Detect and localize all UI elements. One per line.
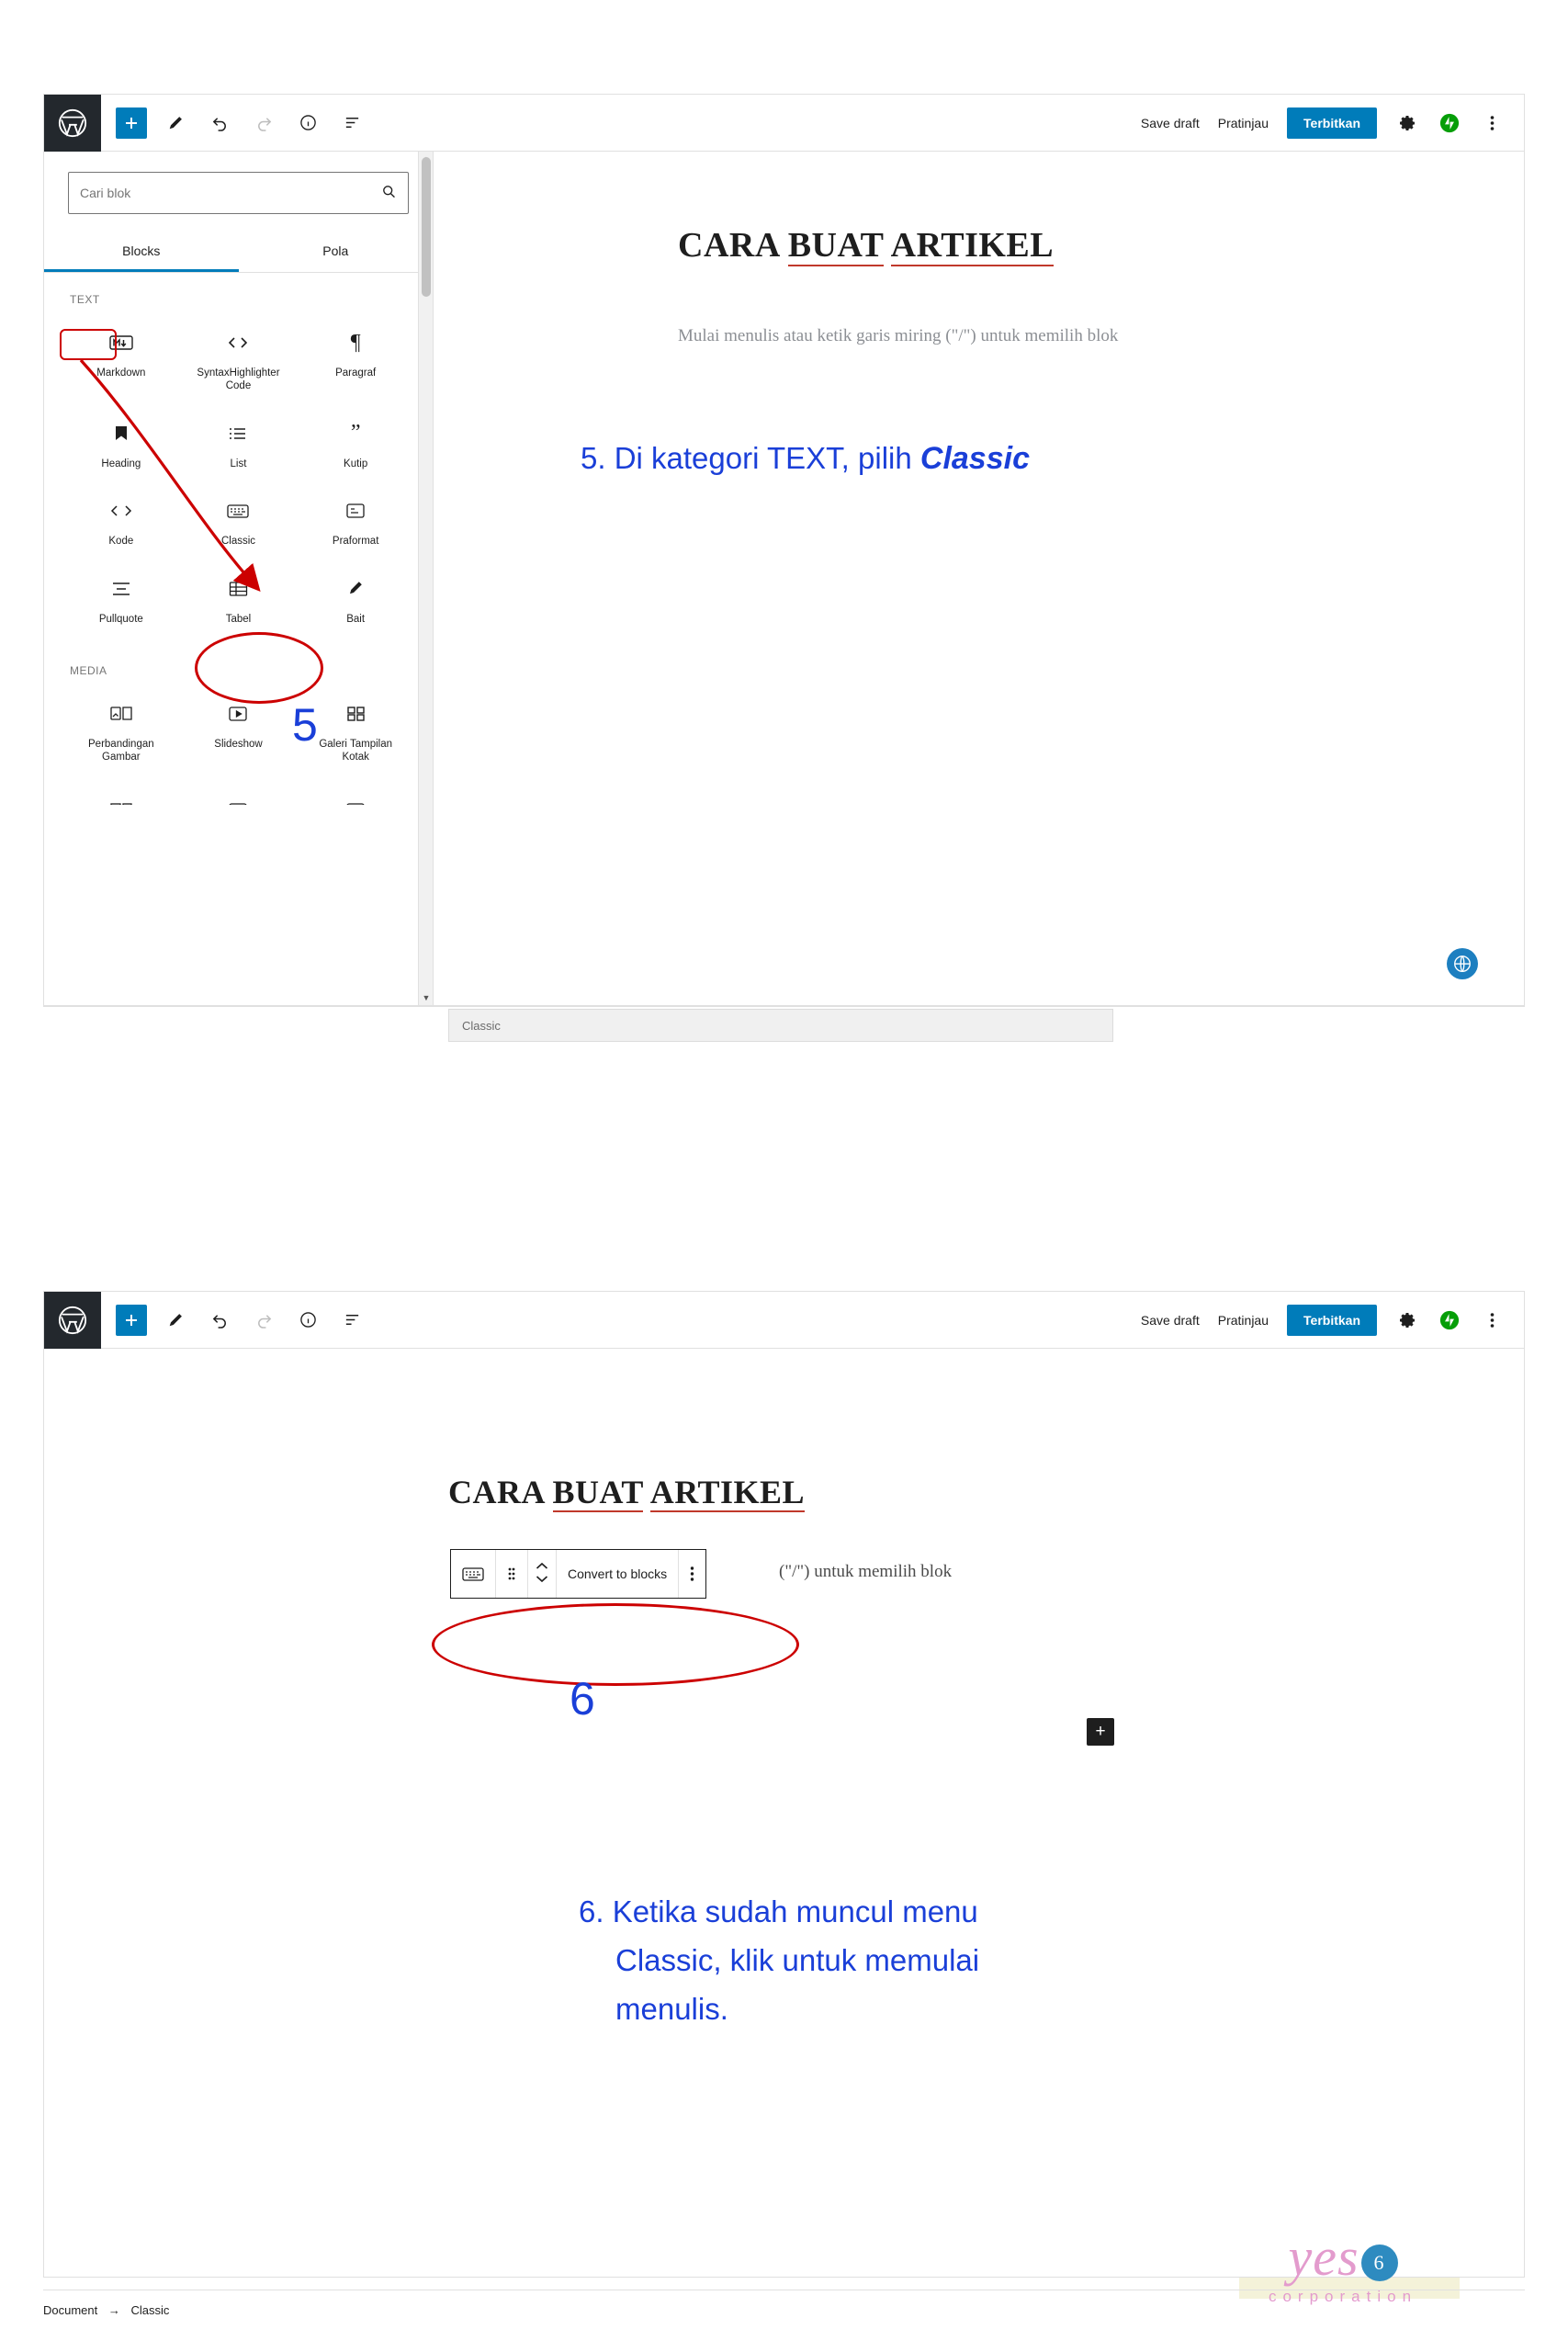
- post-canvas-1: [434, 152, 1524, 1005]
- inline-add-block-button[interactable]: +: [1087, 1718, 1114, 1746]
- block-partial-3[interactable]: [297, 783, 414, 805]
- block-label: Heading: [101, 458, 141, 469]
- convert-to-blocks-button[interactable]: Convert to blocks: [557, 1550, 679, 1598]
- info-icon[interactable]: [292, 107, 323, 139]
- title-part-1: CARA: [448, 1474, 553, 1510]
- highlight-classic-block: [195, 632, 323, 704]
- block-label: Markdown: [96, 368, 146, 379]
- block-toolbar: [450, 1549, 706, 1599]
- save-draft-button[interactable]: Save draft: [1140, 115, 1200, 130]
- editor-body-2: [44, 1349, 1524, 2277]
- category-label-media: MEDIA: [70, 663, 107, 677]
- title-part-3: ARTIKEL: [649, 1474, 806, 1510]
- paragraph-tail-text: ("/") untuk memilih blok: [779, 1562, 953, 1581]
- toolbar-tools-1: [101, 107, 367, 139]
- logo-wordmark: [1205, 2227, 1481, 2287]
- title-space: [643, 1474, 650, 1510]
- pilcrow-icon: ¶: [350, 330, 361, 355]
- undo-icon[interactable]: [204, 1305, 235, 1336]
- image-compare-icon: [110, 695, 132, 732]
- partial-icon-1: [110, 792, 132, 805]
- block-label: List: [230, 458, 247, 469]
- breadcrumb-root[interactable]: Document: [43, 2303, 98, 2317]
- more-options-icon[interactable]: [1480, 111, 1504, 135]
- block-label: SyntaxHighlighter Code: [197, 368, 280, 392]
- preformatted-icon: [345, 492, 366, 529]
- annotation-step-5: [581, 441, 1030, 477]
- list-view-icon[interactable]: [336, 1305, 367, 1336]
- logo-text: yes: [1288, 2227, 1359, 2287]
- title-part-2: BUAT: [552, 1474, 644, 1510]
- drag-handle-icon[interactable]: [496, 1550, 528, 1598]
- classic-field-placeholder: Classic: [462, 1019, 501, 1033]
- jetpack-icon[interactable]: [1438, 111, 1461, 135]
- block-label: Kutip: [344, 458, 368, 469]
- editor-toolbar-2: [44, 1292, 1524, 1349]
- block-label: Paragraf: [335, 368, 377, 379]
- editor-window-2: [43, 1291, 1525, 2278]
- search-wrapper: [44, 152, 433, 223]
- block-label: Bait: [346, 613, 366, 625]
- chevron-down-icon[interactable]: [536, 1575, 548, 1586]
- preview-button[interactable]: Pratinjau: [1217, 115, 1269, 130]
- breadcrumb-current[interactable]: Classic: [130, 2303, 170, 2317]
- annotation-step-6-line1: 6. Ketika sudah muncul menu: [579, 1894, 978, 1928]
- block-partial-2[interactable]: [180, 783, 298, 805]
- toolbar-right-1: [1141, 107, 1524, 139]
- search-placeholder: Cari blok: [80, 186, 131, 200]
- block-label: Pullquote: [98, 613, 143, 625]
- scrollbar-thumb[interactable]: [422, 157, 431, 297]
- search-icon: [381, 184, 397, 202]
- scroll-down-arrow[interactable]: ▼: [422, 993, 431, 1002]
- add-block-button[interactable]: [116, 107, 147, 139]
- edit-pencil-icon[interactable]: [160, 107, 191, 139]
- classic-block-field[interactable]: [448, 1009, 1113, 1042]
- editor-toolbar-1: [44, 95, 1524, 152]
- yes6-corporation-logo: [1205, 2227, 1481, 2306]
- annotation-step-5-text: 5. Di kategori TEXT, pilih: [581, 441, 920, 475]
- publish-button[interactable]: Terbitkan: [1287, 107, 1377, 139]
- logo-subtitle: corporation: [1268, 2288, 1418, 2305]
- wordpress-logo-icon[interactable]: [44, 1292, 101, 1349]
- block-type-classic-icon[interactable]: [451, 1550, 496, 1598]
- block-more-options-icon[interactable]: [679, 1550, 705, 1598]
- block-perbandingan-gambar[interactable]: [62, 686, 180, 772]
- block-mover[interactable]: [528, 1550, 557, 1598]
- settings-gear-icon[interactable]: [1395, 111, 1419, 135]
- logo-globe-icon: 6: [1361, 2245, 1398, 2281]
- block-label: Perbandingan Gambar: [88, 738, 154, 763]
- annotation-step-6-line3: menulis.: [615, 1991, 728, 2026]
- preview-button[interactable]: Pratinjau: [1217, 1312, 1269, 1328]
- chevron-up-icon[interactable]: [536, 1562, 548, 1573]
- annotation-step-6: [579, 1888, 1369, 2033]
- inserter-tabs: [44, 231, 433, 273]
- globe-badge-icon[interactable]: [1447, 948, 1478, 979]
- tab-pola[interactable]: Pola: [322, 243, 349, 258]
- tiled-gallery-icon: [346, 695, 366, 732]
- page-title-2[interactable]: [448, 1473, 805, 1511]
- search-input[interactable]: [68, 172, 409, 214]
- block-label: Tabel: [225, 613, 252, 625]
- block-partial-1[interactable]: [62, 783, 180, 805]
- block-label: Slideshow: [214, 738, 263, 750]
- quote-icon: ”: [350, 421, 361, 446]
- edit-pencil-icon[interactable]: [160, 1305, 191, 1336]
- title-part-2: BUAT: [787, 226, 884, 265]
- block-label: Kode: [108, 536, 134, 548]
- toolbar-tools-2: [101, 1305, 367, 1336]
- more-options-icon[interactable]: [1480, 1308, 1504, 1332]
- partial-icon-3: [345, 792, 366, 805]
- undo-icon[interactable]: [204, 107, 235, 139]
- inserter-scrollbar[interactable]: [418, 152, 433, 1005]
- category-label-text: TEXT: [70, 293, 100, 306]
- list-view-icon[interactable]: [336, 107, 367, 139]
- highlight-classic-field: [432, 1603, 799, 1686]
- jetpack-icon[interactable]: [1438, 1308, 1461, 1332]
- partial-icon-2: [228, 792, 248, 805]
- info-icon[interactable]: [292, 1305, 323, 1336]
- redo-icon[interactable]: [248, 1305, 279, 1336]
- paragraph-placeholder-1[interactable]: Mulai menulis atau ketik garis miring ("/") untuk memilih blok: [678, 326, 1119, 345]
- page-title-1[interactable]: [678, 225, 1054, 266]
- annotation-step-5-emphasis: Classic: [919, 441, 1030, 476]
- step-number-6: 6: [570, 1673, 595, 1724]
- tab-blocks[interactable]: Blocks: [44, 231, 239, 272]
- annotation-step-6-line2: Classic, klik untuk memulai: [615, 1942, 980, 1977]
- title-space: [884, 226, 891, 265]
- add-block-button[interactable]: [116, 1305, 147, 1336]
- publish-button[interactable]: Terbitkan: [1287, 1305, 1377, 1336]
- redo-icon[interactable]: [248, 107, 279, 139]
- toolbar-right-2: [1141, 1305, 1524, 1336]
- save-draft-button[interactable]: Save draft: [1140, 1312, 1200, 1328]
- verse-pen-icon: [347, 571, 364, 607]
- title-part-1: CARA: [678, 226, 788, 265]
- step-number-5: 5: [292, 699, 318, 751]
- block-label: Galeri Tampilan Kotak: [319, 738, 392, 763]
- settings-gear-icon[interactable]: [1395, 1308, 1419, 1332]
- block-label: Classic: [220, 536, 256, 548]
- title-part-3: ARTIKEL: [890, 226, 1055, 265]
- annotation-arrow-1: [72, 349, 320, 625]
- breadcrumb-separator: →: [107, 2303, 120, 2317]
- block-grid-partial: [44, 783, 433, 805]
- wordpress-logo-icon[interactable]: [44, 95, 101, 152]
- block-label: Praformat: [332, 536, 379, 548]
